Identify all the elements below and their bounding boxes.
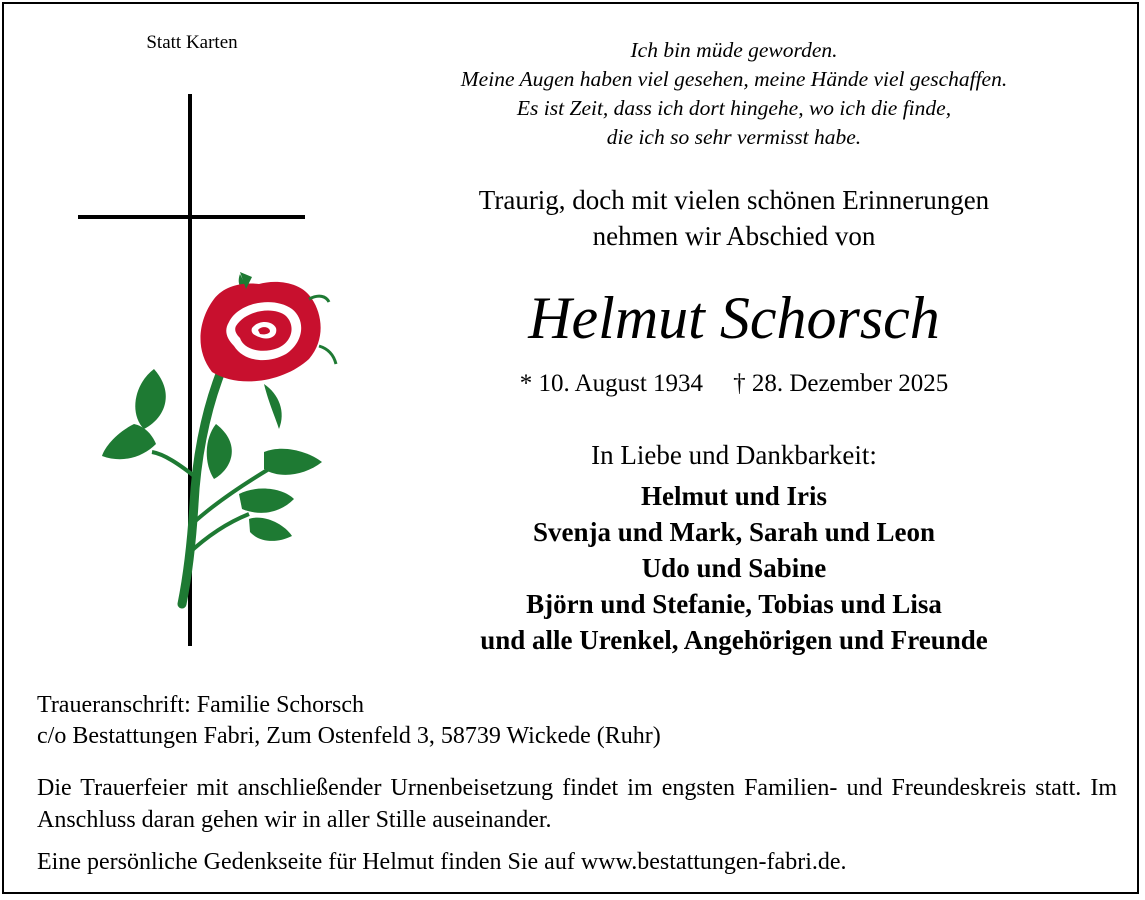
- cross-with-rose-icon: [64, 84, 344, 654]
- cross-horizontal-beam: [78, 215, 305, 219]
- intro-line: Traurig, doch mit vielen schönen Erinnerungen: [478, 185, 990, 215]
- mourner-line: und alle Urenkel, Angehörigen und Freunde: [480, 625, 988, 655]
- statt-karten-note: Statt Karten: [146, 32, 238, 53]
- mourner-line: Udo und Sabine: [641, 553, 827, 583]
- poem-line: Ich bin müde geworden.: [630, 38, 838, 62]
- mourner-line: Helmut und Iris: [640, 481, 828, 511]
- poem: [364, 36, 1104, 152]
- intro-line: nehmen wir Abschied von: [592, 221, 876, 251]
- poem-line: die ich so sehr vermisst habe.: [606, 125, 862, 149]
- farewell-intro: [364, 182, 1104, 254]
- poem-line: Es ist Zeit, dass ich dort hingehe, wo ich die finde,: [516, 96, 952, 120]
- mourner-line: Svenja und Mark, Sarah und Leon: [532, 517, 936, 547]
- deceased-name: Helmut Schorsch: [528, 285, 940, 351]
- obituary-notice: [2, 2, 1139, 894]
- rose-bloom: [200, 272, 336, 381]
- birth-date: * 10. August 1934: [519, 370, 704, 397]
- mourners-list: [364, 478, 1104, 658]
- address-line: Traueranschrift: Familie Schorsch: [37, 692, 365, 718]
- address-line: c/o Bestattungen Fabri, Zum Ostenfeld 3, 58739 Wickede (Ruhr): [37, 723, 661, 749]
- poem-line: Meine Augen haben viel gesehen, meine Hände viel geschaffen.: [460, 67, 1008, 91]
- thanks-line: In Liebe und Dankbarkeit:: [591, 440, 877, 470]
- life-dates: [364, 367, 1104, 401]
- memorial-page-text: Eine persönliche Gedenkseite für Helmut finden Sie auf www.bestattungen-fabri.de.: [37, 849, 847, 875]
- mourning-address: [37, 690, 1117, 752]
- ceremony-text: Die Trauerfeier mit anschließender Urnenbeisetzung findet im engsten Familien- und Freundeskreis statt. Im Anschluss daran gehen wir in aller Stille auseinander.: [37, 775, 1117, 833]
- mourner-line: Björn und Stefanie, Tobias und Lisa: [526, 589, 942, 619]
- death-date: † 28. Dezember 2025: [733, 370, 949, 397]
